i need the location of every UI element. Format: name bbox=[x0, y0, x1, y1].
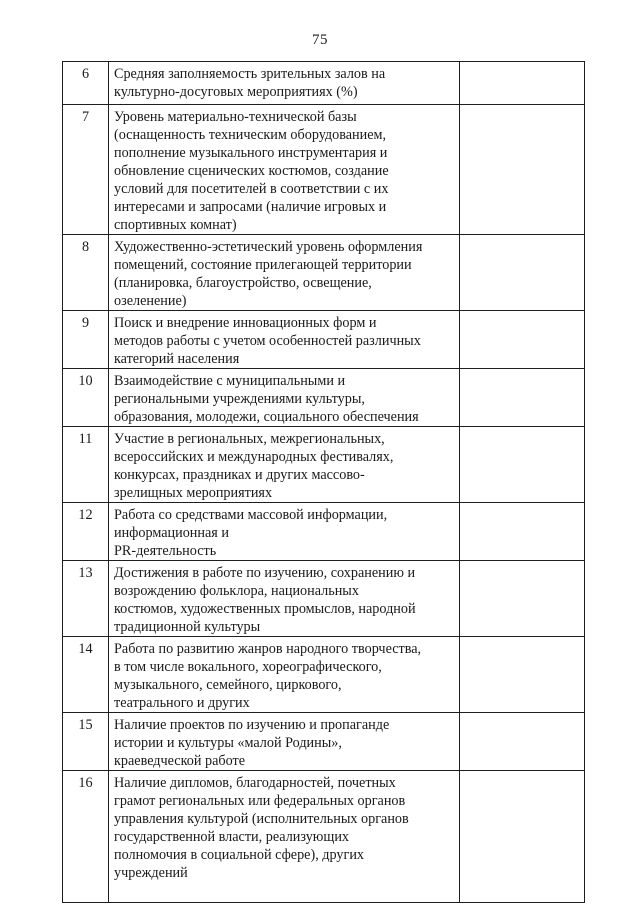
table-row bbox=[63, 311, 585, 369]
row-number: 8 bbox=[63, 235, 109, 311]
table-row bbox=[63, 713, 585, 771]
criterion-text: Участие в региональных, межрегиональных, всероссийских и международных фестивалях, конкурсах, праздниках и других массово- зрелищных мероприятиях bbox=[109, 427, 460, 503]
criteria-table-body bbox=[63, 62, 585, 903]
table-row bbox=[63, 503, 585, 561]
table-row bbox=[63, 771, 585, 903]
row-number: 9 bbox=[63, 311, 109, 369]
row-number: 12 bbox=[63, 503, 109, 561]
row-number: 11 bbox=[63, 427, 109, 503]
criterion-text: Наличие проектов по изучению и пропаганде истории и культуры «малой Родины», краеведческой работе bbox=[109, 713, 460, 771]
row-number: 6 bbox=[63, 62, 109, 105]
criterion-text: Взаимодействие с муниципальными и региональными учреждениями культуры, образования, молодежи, социального обеспечения bbox=[109, 369, 460, 427]
value-cell[interactable] bbox=[460, 771, 585, 903]
row-number: 15 bbox=[63, 713, 109, 771]
table-row bbox=[63, 235, 585, 311]
table-row bbox=[63, 369, 585, 427]
table-row bbox=[63, 62, 585, 105]
row-number: 7 bbox=[63, 105, 109, 235]
criterion-text: Работа со средствами массовой информации, информационная и PR-деятельность bbox=[109, 503, 460, 561]
table-row bbox=[63, 427, 585, 503]
table-row bbox=[63, 637, 585, 713]
value-cell[interactable] bbox=[460, 311, 585, 369]
row-number: 16 bbox=[63, 771, 109, 903]
criterion-text: Уровень материально-технической базы (оснащенность техническим оборудованием, пополнение музыкального инструментария и обновление сценических костюмов, создание условий для посетителей в соответствии с их интересами и запросами (наличие игровых и спортивных комнат) bbox=[109, 105, 460, 235]
value-cell[interactable] bbox=[460, 637, 585, 713]
criterion-text: Работа по развитию жанров народного творчества, в том числе вокального, хореографического, музыкального, семейного, циркового, театрального и других bbox=[109, 637, 460, 713]
value-cell[interactable] bbox=[460, 503, 585, 561]
criterion-text: Достижения в работе по изучению, сохранению и возрождению фольклора, национальных костюмов, художественных промыслов, народной традиционной культуры bbox=[109, 561, 460, 637]
criterion-text: Средняя заполняемость зрительных залов на культурно-досуговых мероприятиях (%) bbox=[109, 62, 460, 105]
value-cell[interactable] bbox=[460, 561, 585, 637]
value-cell[interactable] bbox=[460, 369, 585, 427]
row-number: 13 bbox=[63, 561, 109, 637]
row-number: 14 bbox=[63, 637, 109, 713]
value-cell[interactable] bbox=[460, 713, 585, 771]
value-cell[interactable] bbox=[460, 427, 585, 503]
table-row bbox=[63, 561, 585, 637]
value-cell[interactable] bbox=[460, 235, 585, 311]
value-cell[interactable] bbox=[460, 62, 585, 105]
criterion-text: Наличие дипломов, благодарностей, почетных грамот региональных или федеральных органов управления культурой (исполнительных органов государственной власти, реализующих полномочия в социальной сфере), других учреждений bbox=[109, 771, 460, 903]
criterion-text: Поиск и внедрение инновационных форм и методов работы с учетом особенностей различных категорий населения bbox=[109, 311, 460, 369]
row-number: 10 bbox=[63, 369, 109, 427]
page-number: 75 bbox=[312, 32, 328, 48]
criteria-table bbox=[62, 61, 585, 903]
value-cell[interactable] bbox=[460, 105, 585, 235]
criterion-text: Художественно-эстетический уровень оформления помещений, состояние прилегающей территории (планировка, благоустройство, освещение, озеленение) bbox=[109, 235, 460, 311]
table-row bbox=[63, 105, 585, 235]
